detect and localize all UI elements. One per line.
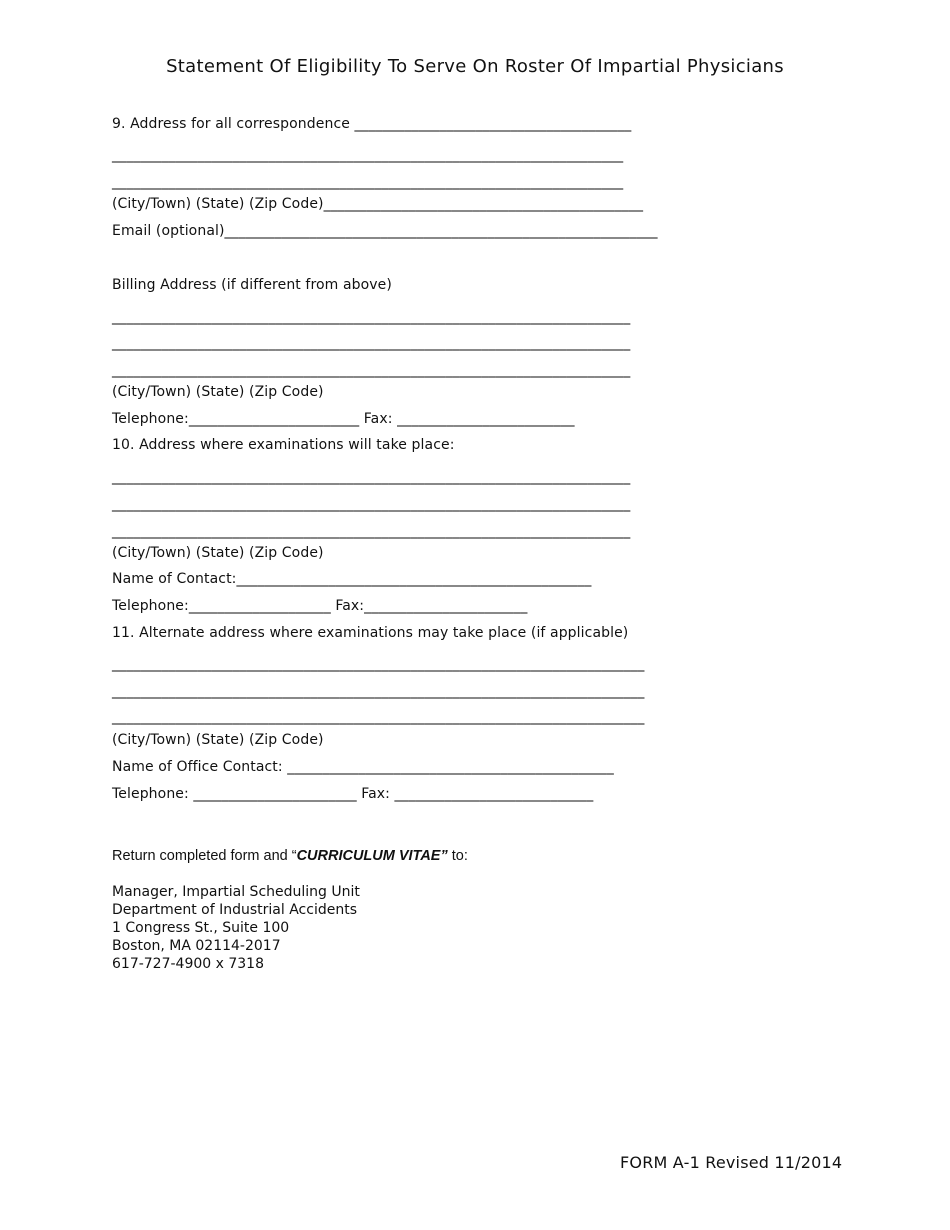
alternate-city-state-zip: (City/Town) (State) (Zip Code) [112,732,324,748]
alternate-address-line-1: ___________________________________________________________________________ [112,656,645,672]
alternate-address-label: 11. Alternate address where examinations may take place (if applicable) [112,625,629,641]
curriculum-vitae-emphasis: CURRICULUM VITAE” [296,848,448,864]
office-contact-name: Name of Office Contact: ______________________________________________ [112,759,614,775]
billing-address-line-1: _________________________________________________________________________ [112,309,631,325]
address-line: Manager, Impartial Scheduling Unit [112,884,360,900]
correspondence-address-line-3: ________________________________________________________________________ [112,174,624,190]
alternate-address-line-2: ___________________________________________________________________________ [112,683,645,699]
billing-address-line-3: _________________________________________________________________________ [112,362,631,378]
exam-contact-name: Name of Contact:__________________________________________________ [112,571,592,587]
page-title: Statement Of Eligibility To Serve On Roster Of Impartial Physicians [166,56,784,77]
return-prefix: Return completed form and “ [112,848,297,864]
alternate-telephone-fax: Telephone: _______________________ Fax: ____________________________ [112,786,594,802]
correspondence-address-line-2: ________________________________________________________________________ [112,147,624,163]
mailing-address-block [112,883,360,973]
exam-address-line-2: _________________________________________________________________________ [112,496,631,512]
address-line: 1 Congress St., Suite 100 [112,920,290,936]
return-suffix: to: [447,848,468,864]
email-field-label: Email (optional)_____________________________________________________________ [112,223,658,239]
exam-city-state-zip: (City/Town) (State) (Zip Code) [112,545,324,561]
billing-address-label: Billing Address (if different from above) [112,277,392,293]
address-line: Boston, MA 02114-2017 [112,938,281,954]
billing-address-line-2: _________________________________________________________________________ [112,335,631,351]
exam-telephone-fax: Telephone:____________________ Fax:_______________________ [112,598,528,614]
form-revision-footer: FORM A-1 Revised 11/2014 [620,1153,843,1172]
billing-telephone-fax: Telephone:________________________ Fax: _________________________ [112,411,575,427]
exam-address-line-3: _________________________________________________________________________ [112,523,631,539]
exam-address-label: 10. Address where examinations will take place: [112,437,455,453]
return-instructions [112,847,468,865]
billing-city-state-zip: (City/Town) (State) (Zip Code) [112,384,324,400]
correspondence-address-label: 9. Address for all correspondence _______________________________________ [112,116,632,132]
address-line: Department of Industrial Accidents [112,902,357,918]
address-phone: 617-727-4900 x 7318 [112,956,264,972]
alternate-address-line-3: ___________________________________________________________________________ [112,709,645,725]
correspondence-city-state-zip: (City/Town) (State) (Zip Code)_____________________________________________ [112,196,644,212]
exam-address-line-1: _________________________________________________________________________ [112,469,631,485]
